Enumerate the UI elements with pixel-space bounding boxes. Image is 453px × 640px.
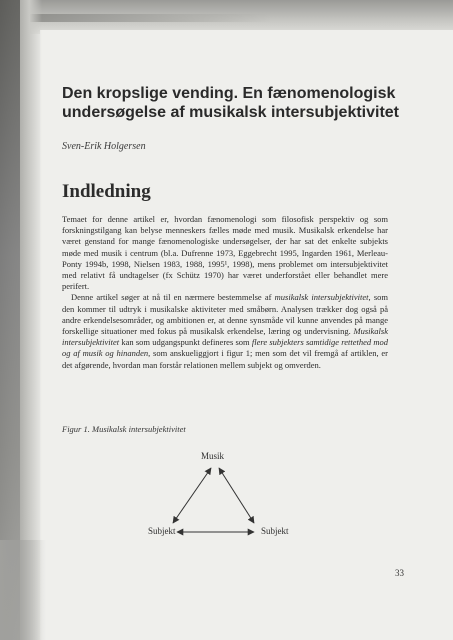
paragraph-2-emphasis-1: musikalsk intersubjektivitet — [274, 292, 369, 303]
paragraph-2-part-4: , som anskueliggjort i figur 1; men som det vil fremgå af artiklen, er det afgørende, hvordan man forstår relationen mellem subjekt og omverden. — [62, 348, 388, 370]
paragraph-2-emphasis-3: flere subjekters samtidige rettethed mod og af musik og hinanden — [62, 337, 388, 359]
paragraph-2-emphasis-2: Musikalsk intersubjektivitet — [62, 326, 388, 348]
article-title: Den kropslige vending. En fænomenologisk undersøgelse af musikalsk intersubjektivitet — [62, 85, 400, 121]
diagram-label-subjekt-right: Subjekt — [261, 526, 289, 536]
paragraph-2 — [62, 292, 388, 370]
scan-artifact-band — [30, 14, 270, 22]
paragraph-2-part-3: kan som udgangspunkt defineres som — [119, 337, 252, 348]
paragraph-1: Temaet for denne artikel er, hvordan fænomenologi som filosofisk perspektiv og som forskningstilgang kan belyse menneskers fælles møde med musik. Musikalsk erkendelse har været genstand for mange fænomenologiske undersøgelser, der har sat det enkelte subjekts møde med musik i centrum (bl.a. Dufrenne 1973, Eggebrecht 1995, Ingarden 1961, Merleau-Ponty 1994b, 1998, Nielsen 1983, 1988, 1995¹, 1998), mens problemet om intersubjektivitet med relativt få undtagelser (fx Schütz 1970) har været underforstået eller behandlet mere perifert. — [62, 214, 388, 292]
diagram-label-subjekt-left: Subjekt — [148, 526, 176, 536]
paragraph-2-part-2: , som den kommer til udtryk i musikalske aktiviteter med småbørn. Analysen trækker dog også på andre erkendelsesområder, og ambitionen er, at denne synsmåde vil kunne anvendes på mange forskellige situationer med fokus på musikalsk erkendelse, læring og undervisning. — [62, 292, 388, 337]
figure-caption: Figur 1. Musikalsk intersubjektivitet — [62, 424, 186, 434]
arrow-left-to-top — [173, 468, 211, 523]
author-name: Sven-Erik Holgersen — [62, 141, 146, 152]
section-heading: Indledning — [62, 181, 151, 202]
paragraph-2-part-1: Denne artikel søger at nå til en nærmere bestemmelse af — [71, 292, 275, 303]
scan-shadow-bottom-left — [0, 540, 46, 640]
diagram-label-musik: Musik — [201, 451, 225, 461]
body-text — [62, 214, 388, 371]
page-number: 33 — [395, 568, 404, 578]
arrow-top-to-right — [219, 468, 254, 523]
